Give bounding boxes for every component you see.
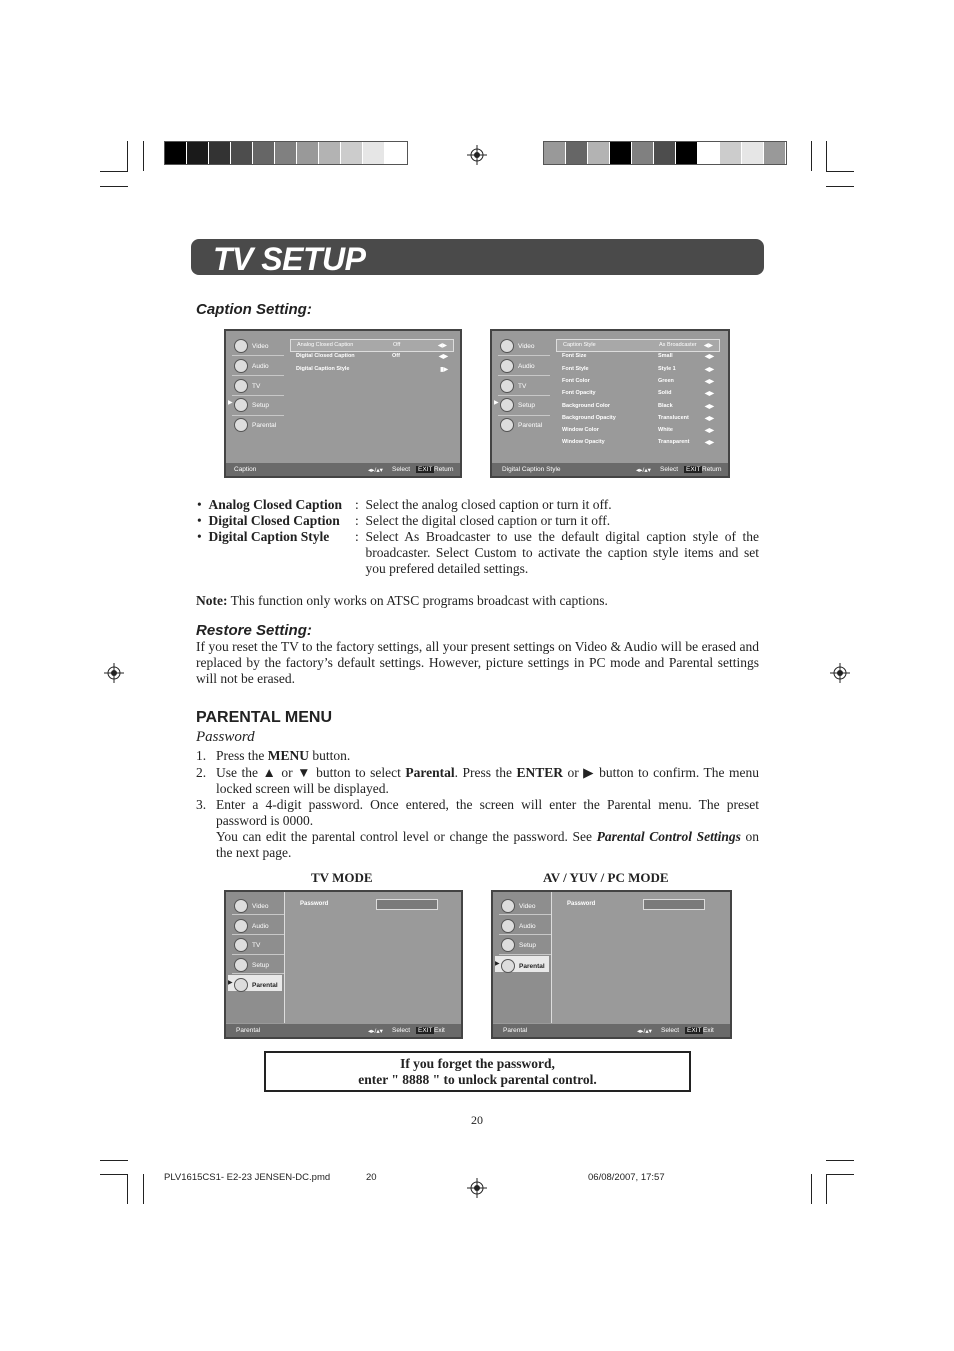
menu-row-label: Font Size (562, 353, 587, 360)
tv-icon (234, 379, 248, 393)
bullet-digital-caption-style: • Digital Caption Style (197, 529, 330, 544)
setup-icon (234, 958, 248, 972)
color-swatch (698, 142, 720, 164)
color-swatch (165, 142, 187, 164)
parental-icon (501, 959, 515, 973)
menu-row[interactable] (290, 339, 454, 352)
page-title-bar (191, 239, 764, 275)
color-swatch (363, 142, 385, 164)
left-right-arrows-icon: ◀▶ (704, 391, 714, 398)
menu-footer: Parental ◂▸/▴▾ Select EXIT Exit (493, 1024, 730, 1037)
parental-menu-heading: PARENTAL MENU (196, 709, 332, 726)
color-swatch-strip-left (164, 141, 408, 165)
color-swatch (187, 142, 209, 164)
menu-row-value: Translucent (658, 414, 689, 421)
color-swatch (676, 142, 698, 164)
password-input[interactable] (376, 899, 438, 910)
password-subheading: Password (196, 729, 255, 745)
bullet-digital-closed-caption: • Digital Closed Caption (197, 513, 340, 528)
menu-row[interactable] (556, 339, 720, 352)
menu-sidebar (226, 892, 285, 1023)
footer-datetime: 06/08/2007, 17:57 (588, 1172, 665, 1183)
menu-row[interactable] (290, 364, 454, 375)
sidebar-item-setup: Setup (500, 398, 535, 412)
menu-row[interactable] (556, 388, 720, 399)
av-mode-label: AV / YUV / PC MODE (543, 870, 669, 885)
forgot-password-note: If you forget the password, enter " 8888 " to unlock parental control. (264, 1051, 691, 1092)
color-swatch (544, 142, 566, 164)
sidebar-item-setup: Setup (234, 398, 269, 412)
selection-marker-icon: ▶ (495, 961, 500, 967)
menu-row-label: Background Color (562, 402, 610, 409)
parental-icon (500, 418, 514, 432)
menu-sidebar (226, 331, 288, 462)
registration-crosshair-icon (104, 663, 124, 683)
left-right-arrows-icon: ◀▶ (437, 343, 447, 349)
menu-row-value: Off (393, 342, 401, 348)
audio-icon (501, 919, 515, 933)
registration-crosshair-icon (467, 145, 487, 165)
sidebar-item-parental: Parental (234, 418, 276, 432)
menu-row-value: Transparent (658, 439, 690, 446)
color-swatch (275, 142, 297, 164)
sidebar-item-audio: Audio (234, 919, 269, 933)
left-right-arrows-icon: ▮▶ (440, 366, 448, 373)
left-right-arrows-icon: ◀▶ (704, 428, 714, 435)
menu-row-value: Off (392, 353, 400, 360)
left-right-arrows-icon: ◀▶ (704, 378, 714, 385)
video-icon (234, 339, 248, 353)
sidebar-item-parental: Parental (501, 959, 545, 973)
sidebar-item-audio: Audio (500, 359, 535, 373)
color-swatch (231, 142, 253, 164)
menu-footer: Digital Caption Style ◂▸/▴▾ Select EXIT Return (492, 463, 728, 476)
menu-row-label: Font Opacity (562, 390, 596, 397)
menu-row-value: White (658, 427, 673, 434)
selection-marker-icon: ▶ (228, 400, 233, 406)
left-right-arrows-icon: ◀▶ (704, 366, 714, 373)
video-icon (234, 899, 248, 913)
step-1: 1. Press the MENU button. (196, 748, 351, 763)
menu-footer: Caption ◂▸/▴▾ Select EXIT Return (226, 463, 460, 476)
menu-row-value: Solid (658, 390, 672, 397)
menu-row[interactable] (556, 364, 720, 375)
footer-filename: PLV1615CS1- E2-23 JENSEN-DC.pmd (164, 1172, 331, 1183)
video-icon (501, 899, 515, 913)
bullet-analog-closed-caption: • Analog Closed Caption (197, 497, 343, 512)
sidebar-item-video: Video (501, 899, 536, 913)
sidebar-item-video: Video (234, 339, 269, 353)
color-swatch (319, 142, 341, 164)
sidebar-item-video: Video (500, 339, 535, 353)
color-swatch (588, 142, 610, 164)
setup-icon (500, 398, 514, 412)
menu-row-label: Caption Style (563, 342, 596, 348)
sidebar-item-tv: TV (234, 938, 260, 952)
menu-row[interactable] (556, 376, 720, 387)
color-swatch (720, 142, 742, 164)
color-swatch (654, 142, 676, 164)
selection-marker-icon: ▶ (494, 400, 499, 406)
menu-row-label: Window Opacity (562, 439, 605, 446)
sidebar-item-setup: Setup (501, 938, 536, 952)
tv-mode-label: TV MODE (311, 870, 373, 885)
left-right-arrows-icon: ◀▶ (704, 403, 714, 410)
left-right-arrows-icon: ◀▶ (704, 440, 714, 447)
menu-row-label: Font Style (562, 365, 589, 372)
password-input[interactable] (643, 899, 705, 910)
menu-row-value: Black (658, 402, 673, 409)
sidebar-item-parental: Parental (500, 418, 542, 432)
color-swatch (253, 142, 275, 164)
video-icon (500, 339, 514, 353)
menu-row-label: Background Opacity (562, 414, 616, 421)
left-right-arrows-icon: ◀▶ (703, 343, 713, 349)
audio-icon (234, 919, 248, 933)
note: Note: This function only works on ATSC programs broadcast with captions. (196, 593, 608, 608)
color-swatch (632, 142, 654, 164)
audio-icon (234, 359, 248, 373)
av-mode-password-screen (491, 890, 732, 1039)
password-label: Password (567, 901, 596, 907)
color-swatch (341, 142, 363, 164)
menu-footer: Parental ◂▸/▴▾ Select EXIT Exit (226, 1024, 461, 1037)
caption-setting-heading: Caption Setting: (196, 301, 312, 318)
sidebar-item-audio: Audio (501, 919, 536, 933)
menu-row-value: Style 1 (658, 365, 676, 372)
tv-icon (500, 379, 514, 393)
left-right-arrows-icon: ◀▶ (438, 354, 448, 361)
color-swatch (566, 142, 588, 164)
sidebar-item-tv: TV (234, 379, 260, 393)
menu-row[interactable] (556, 413, 720, 424)
color-swatch-strip-right (543, 141, 787, 165)
parental-icon (234, 978, 248, 992)
left-right-arrows-icon: ◀▶ (704, 415, 714, 422)
digital-caption-style-screen (490, 329, 730, 478)
tv-mode-password-screen (224, 890, 463, 1039)
footer-page: 20 (366, 1172, 377, 1183)
color-swatch (742, 142, 764, 164)
step-2: 2. Use the ▲ or ▼ button to select Parental. Press the ENTER or ▶ button to confirm. The menu locked screen will be displayed. (196, 765, 759, 796)
menu-row-value: As Broadcaster (659, 342, 697, 348)
parental-icon (234, 418, 248, 432)
menu-row-label: Window Color (562, 427, 599, 434)
menu-row[interactable] (290, 351, 454, 362)
password-label: Password (300, 901, 329, 907)
menu-row[interactable] (556, 351, 720, 362)
sidebar-item-tv: TV (500, 379, 526, 393)
menu-row-label: Analog Closed Caption (297, 342, 354, 348)
color-swatch (385, 142, 407, 164)
setup-icon (501, 938, 515, 952)
menu-row[interactable] (556, 401, 720, 412)
setup-icon (234, 398, 248, 412)
sidebar-item-video: Video (234, 899, 269, 913)
color-swatch (209, 142, 231, 164)
menu-row[interactable] (556, 425, 720, 436)
color-swatch (610, 142, 632, 164)
menu-row-label: Digital Caption Style (296, 365, 350, 372)
registration-crosshair-icon (830, 663, 850, 683)
restore-setting-text: If you reset the TV to the factory settings, all your present settings on Video & Audio will be erased and replaced by the factory’s default settings. However, picture settings in PC mode and Parental settings will not be erased. (196, 639, 759, 686)
menu-row-value: Green (658, 377, 674, 384)
sidebar-item-audio: Audio (234, 359, 269, 373)
color-swatch (297, 142, 319, 164)
tv-icon (234, 938, 248, 952)
audio-icon (500, 359, 514, 373)
menu-row-value: Small (658, 353, 673, 360)
restore-setting-heading: Restore Setting: (196, 622, 312, 639)
menu-sidebar (493, 892, 552, 1023)
parental-extra-note: You can edit the parental control level or change the password. See Parental Control Settings on the next page. (216, 829, 759, 860)
menu-row-label: Font Color (562, 377, 590, 384)
selection-marker-icon: ▶ (228, 980, 233, 986)
page-number: 20 (471, 1113, 483, 1127)
sidebar-item-parental: Parental (234, 978, 278, 992)
sidebar-item-setup: Setup (234, 958, 269, 972)
registration-crosshair-icon (467, 1178, 487, 1198)
step-3: 3. Enter a 4-digit password. Once entered, the screen will enter the Parental menu. The preset password is 0000. (196, 797, 759, 828)
menu-row[interactable] (556, 437, 720, 448)
menu-sidebar (492, 331, 554, 462)
menu-row-label: Digital Closed Caption (296, 353, 355, 360)
color-swatch (764, 142, 786, 164)
left-right-arrows-icon: ◀▶ (704, 354, 714, 361)
caption-menu-screen (224, 329, 462, 478)
page-title: TV SETUP (213, 241, 366, 277)
